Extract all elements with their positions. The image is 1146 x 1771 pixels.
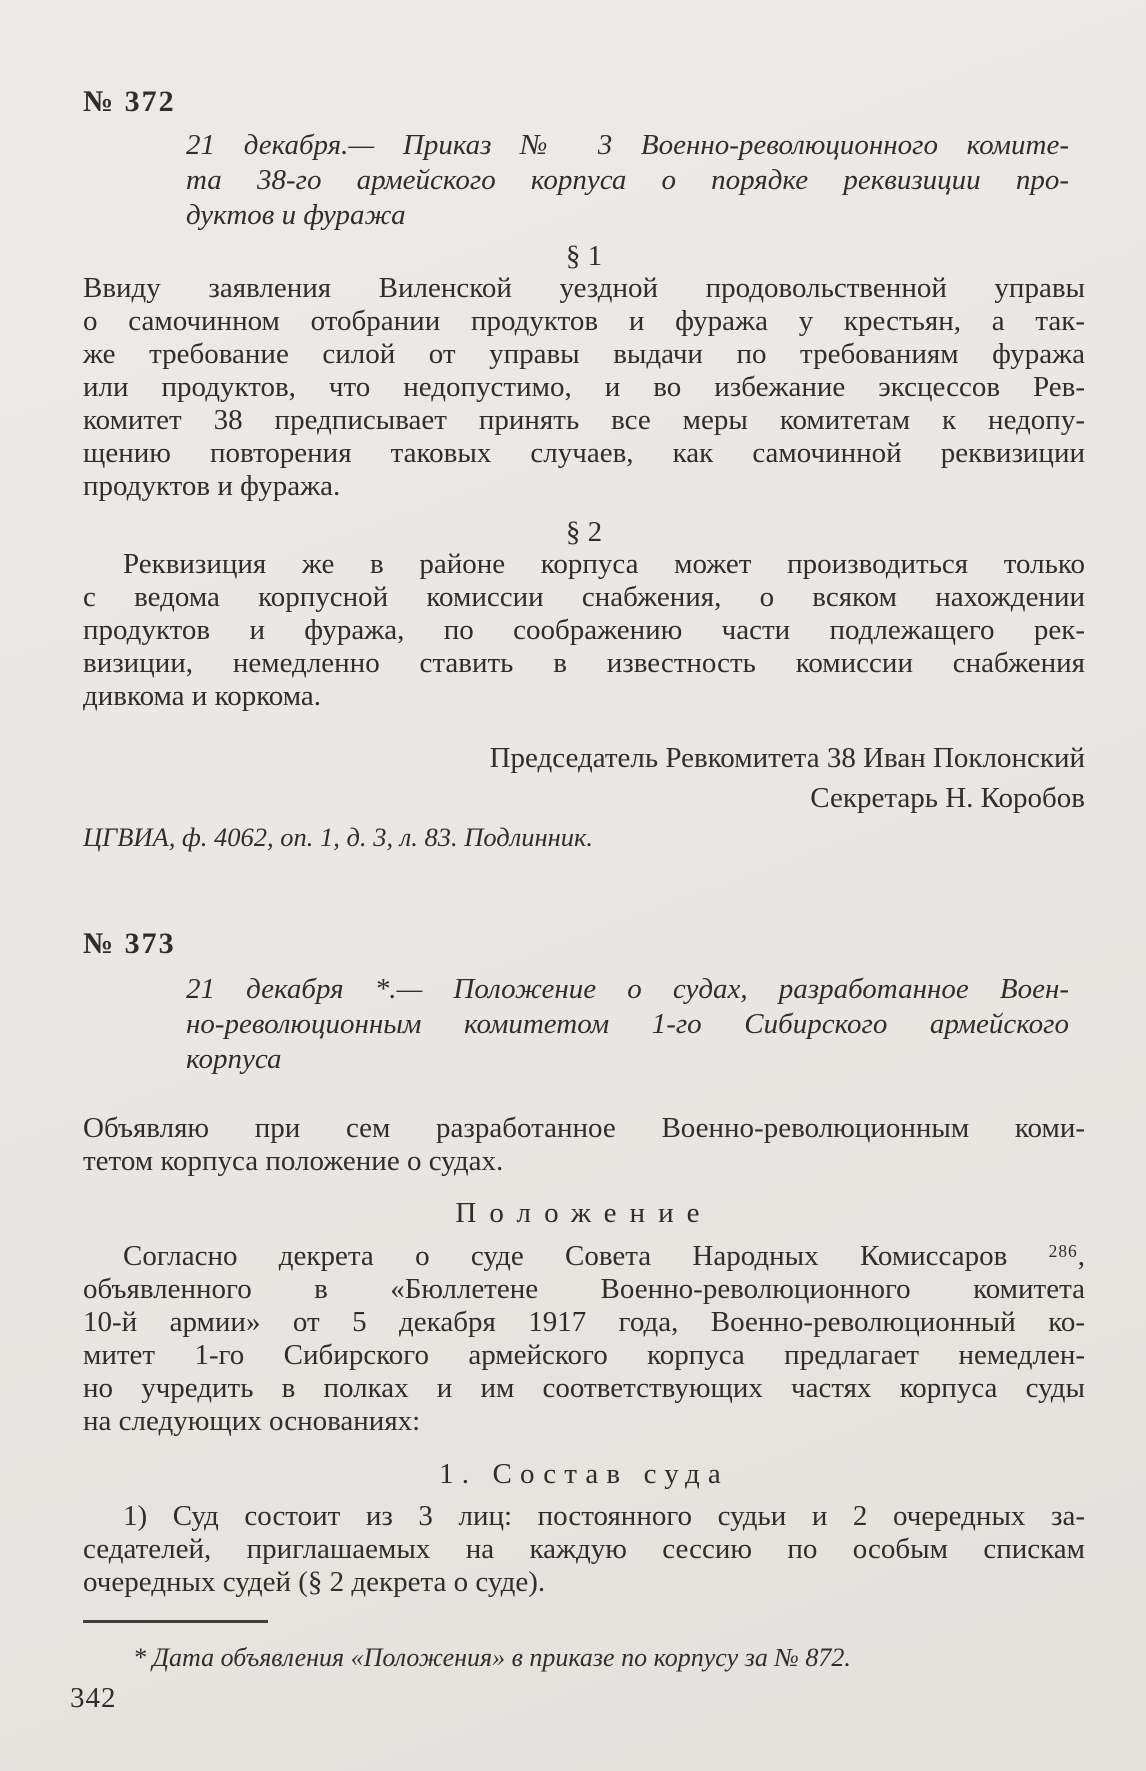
doc-373-section-1-item-1 xyxy=(83,1500,1085,1599)
text-line: объявленного в «Бюллетене Военно-революционного комитета xyxy=(83,1273,1085,1305)
text-line: с ведома корпусной комиссии снабжения, о всяком нахождении xyxy=(83,581,1085,613)
text-line: дуктов и фуража xyxy=(186,199,406,231)
doc-372-signature-secretary: Секретарь Н. Коробов xyxy=(810,782,1085,814)
text-line xyxy=(83,1240,1085,1273)
doc-373-heading xyxy=(186,972,1069,1077)
text-line: очередных судей (§ 2 декрета о суде). xyxy=(83,1566,546,1598)
doc-372-section-1-label: § 1 xyxy=(565,240,603,272)
text-line: или продуктов, что недопустимо, и во избежание эксцессов Рев- xyxy=(83,371,1085,403)
footnote-rule xyxy=(83,1620,268,1623)
text-line: комитет 38 предписывает принять все меры комитетам к недопу- xyxy=(83,404,1085,436)
document-373 xyxy=(83,928,1085,1599)
text-line: но учредить в полках и им соответствующих частях корпуса суды xyxy=(83,1372,1085,1404)
doc-372-heading xyxy=(186,128,1069,233)
text-line: 1) Суд состоит из 3 лиц: постоянного судьи и 2 очередных за- xyxy=(123,1500,1085,1532)
text-line: Реквизиция же в районе корпуса может производиться только xyxy=(123,548,1085,580)
text-line: корпуса xyxy=(186,1043,282,1075)
text-line: же требование силой от управы выдачи по требованиям фуража xyxy=(83,338,1085,370)
text-line: продуктов и фуража, по соображению части подлежащего рек- xyxy=(83,614,1085,646)
doc-373-statute-intro-paragraph xyxy=(83,1240,1085,1438)
doc-373-number: № 373 xyxy=(83,927,176,960)
text-line: Объявляю при сем разработанное Военно-революционным коми- xyxy=(83,1112,1085,1144)
text-line: 21 декабря *.— Положение о судах, разработанное Воен- xyxy=(186,973,1069,1005)
text-line: тетом корпуса положение о судах. xyxy=(83,1145,504,1177)
doc-372-signature-chairman: Председатель Ревкомитета 38 Иван Поклонский xyxy=(489,742,1085,774)
doc-373-intro-paragraph xyxy=(83,1112,1085,1178)
page-number: 342 xyxy=(70,1682,117,1714)
text-line: дивкома и коркома. xyxy=(83,680,322,712)
text-line: о самочинном отобрании продуктов и фуража у крестьян, а так- xyxy=(83,305,1085,337)
doc-372-paragraph-2 xyxy=(83,548,1085,713)
text-column xyxy=(83,0,1085,1674)
text-segment: Согласно декрета о суде Совета Народных Комиссаров xyxy=(123,1240,1049,1272)
text-line: визиции, немедленно ставить в известность комиссии снабжения xyxy=(83,647,1085,679)
doc-372-paragraph-1 xyxy=(83,272,1085,503)
doc-373-section-1-heading: 1. Состав суда xyxy=(439,1458,729,1490)
doc-372-section-2-label: § 2 xyxy=(565,516,603,548)
text-segment: , xyxy=(1077,1240,1085,1272)
doc-372-archive-reference: ЦГВИА, ф. 4062, оп. 1, д. 3, л. 83. Подлинник. xyxy=(83,822,594,852)
text-line: митет 1-го Сибирского армейского корпуса предлагает немедлен- xyxy=(83,1339,1085,1371)
text-line: 10-й армии» от 5 декабря 1917 года, Военно-революционный ко- xyxy=(83,1306,1085,1338)
doc-373-statute-heading: Положение xyxy=(455,1197,713,1229)
footnote: * Дата объявления «Положения» в приказе по корпусу за № 872. xyxy=(133,1643,851,1672)
text-line: Ввиду заявления Виленской уездной продовольственной управы xyxy=(83,272,1085,304)
text-line: та 38-го армейского корпуса о порядке реквизиции про- xyxy=(186,164,1069,196)
text-line: продуктов и фуража. xyxy=(83,470,341,502)
text-line: щению повторения таковых случаев, как самочинной реквизиции xyxy=(83,437,1085,469)
text-line: седателей, приглашаемых на каждую сессию по особым спискам xyxy=(83,1533,1085,1565)
text-line: 21 декабря.— Приказ № 3 Военно-революционного комите- xyxy=(186,129,1069,161)
text-line: но-революционным комитетом 1-го Сибирского армейского xyxy=(186,1008,1069,1040)
doc-372-number: № 372 xyxy=(83,85,176,118)
text-line: на следующих основаниях: xyxy=(83,1405,421,1437)
document-372 xyxy=(83,86,1085,854)
footnote-reference: 286 xyxy=(1048,1241,1078,1262)
